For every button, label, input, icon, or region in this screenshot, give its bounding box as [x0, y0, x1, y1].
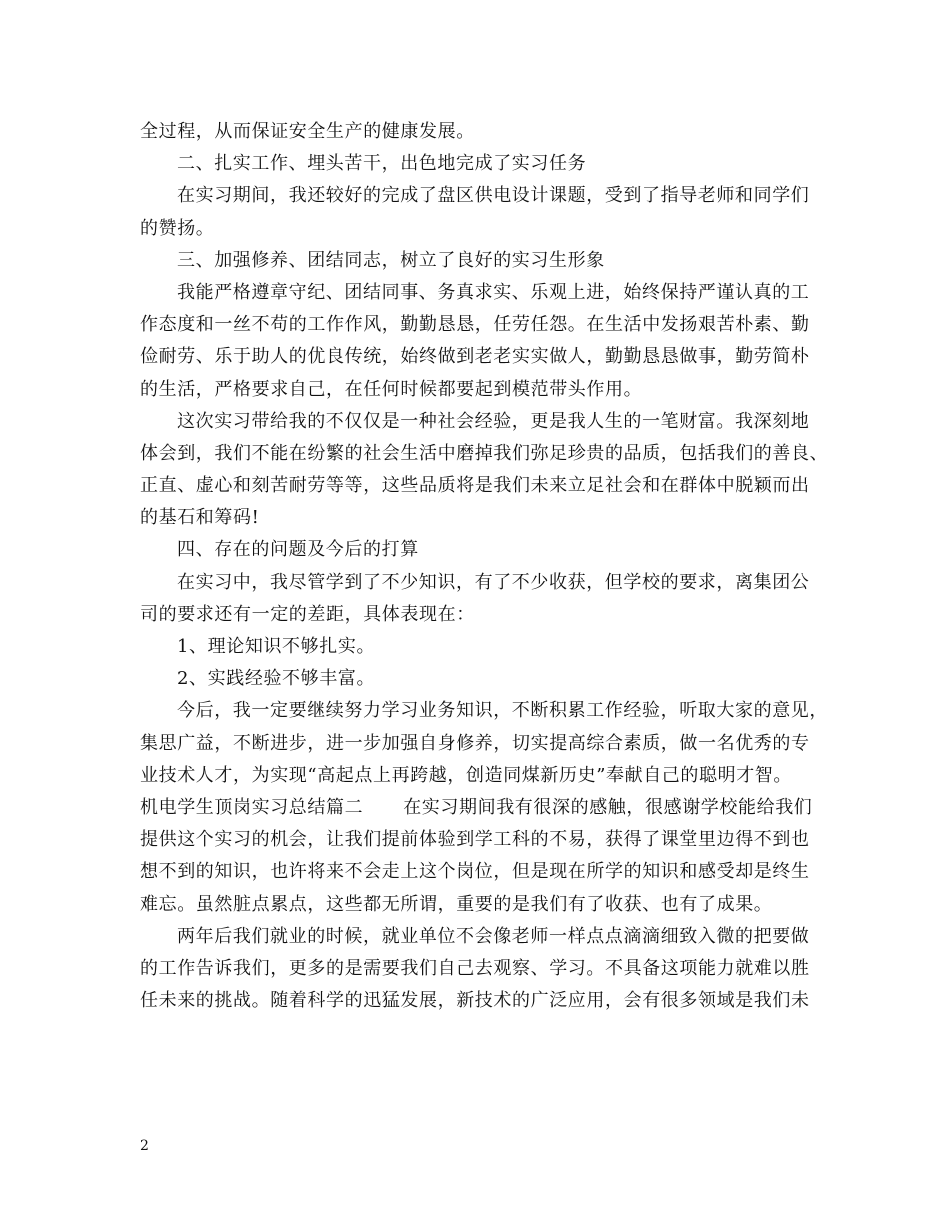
section-heading-2: 二、扎实工作、埋头苦干，出色地完成了实习任务	[177, 153, 587, 175]
body-text	[140, 116, 829, 1017]
list-item-2: 2、实践经验不够丰富。	[177, 668, 376, 690]
paragraph-line: 任未来的挑战。随着科学的迅猛发展，新技术的广泛应用，会有很多领域是我们未	[140, 990, 810, 1012]
section-heading-3: 三、加强修养、团结同志，树立了良好的实习生形象	[177, 249, 605, 271]
paragraph-line: 想不到的知识，也许将来不会走上这个岗位，但是现在所学的知识和感受却是终生	[140, 861, 810, 883]
paragraph-line: 我能严格遵章守纪、团结同事、务真求实、乐观上进，始终保持严谨认真的工	[177, 281, 810, 303]
paragraph-line: 在实习期间，我还较好的完成了盘区供电设计课题，受到了指导老师和同学们	[177, 185, 810, 207]
part-two-line	[140, 792, 826, 824]
paragraph-line: 司的要求还有一定的差距，具体表现在：	[140, 603, 475, 625]
list-item-1: 1、理论知识不够扎实。	[177, 636, 376, 657]
paragraph-line: 俭耐劳、乐于助人的优良传统，始终做到老老实实做人，勤勤恳恳做事，勤劳简朴	[140, 346, 810, 368]
paragraph-line: 提供这个实习的机会，让我们提前体验到学工科的不易，获得了课堂里边得不到也	[140, 829, 810, 851]
paragraph-line: 业技术人才，为实现“高起点上再跨越，创造同煤新历史”奉献自己的聪明才智。	[140, 764, 793, 786]
page-number: 2	[140, 1138, 149, 1154]
paragraph-line: 的基石和筹码!	[140, 507, 260, 529]
paragraph-line: 的工作告诉我们，更多的是需要我们自己去观察、学习。不具备这项能力就难以胜	[140, 957, 810, 979]
paragraph-line: 的生活，严格要求自己，在任何时候都要起到模范带头作用。	[140, 378, 643, 400]
paragraph-line: 今后，我一定要继续努力学习业务知识，不断积累工作经验，听取大家的意见，	[177, 700, 828, 722]
paragraph-line: 作态度和一丝不苟的工作作风，勤勤恳恳，任劳任怨。在生活中发扬艰苦朴素、勤	[140, 314, 810, 336]
paragraph-line: 体会到，我们不能在纷繁的社会生活中磨掉我们弥足珍贵的品质，包括我们的善良、	[140, 442, 829, 464]
paragraph-line: 的赞扬。	[140, 217, 215, 239]
paragraph-line: 这次实习带给我的不仅仅是一种社会经验，更是我人生的一笔财富。我深刻地	[177, 410, 810, 432]
paragraph-line: 集思广益，不断进步，进一步加强自身修养，切实提高综合素质，做一名优秀的专	[140, 732, 810, 754]
paragraph-line: 正直、虚心和刻苦耐劳等等，这些品质将是我们未来立足社会和在群体中脱颖而出	[140, 475, 810, 497]
text-line-continuation: 全过程，从而保证安全生产的健康发展。	[140, 121, 475, 142]
part-two-title: 机电学生顶岗实习总结篇二	[140, 796, 364, 818]
paragraph-line: 在实习中，我尽管学到了不少知识，有了不少收获，但学校的要求，离集团公	[177, 571, 810, 593]
paragraph-line: 两年后我们就业的时候，就业单位不会像老师一样点点滴滴细致入微的把要做	[177, 925, 810, 947]
section-heading-4: 四、存在的问题及今后的打算	[177, 539, 419, 561]
paragraph-line: 在实习期间我有很深的感触，很感谢学校能给我们	[403, 796, 813, 818]
paragraph-line: 难忘。虽然脏点累点，这些都无所谓，重要的是我们有了收获、也有了成果。	[140, 893, 773, 915]
